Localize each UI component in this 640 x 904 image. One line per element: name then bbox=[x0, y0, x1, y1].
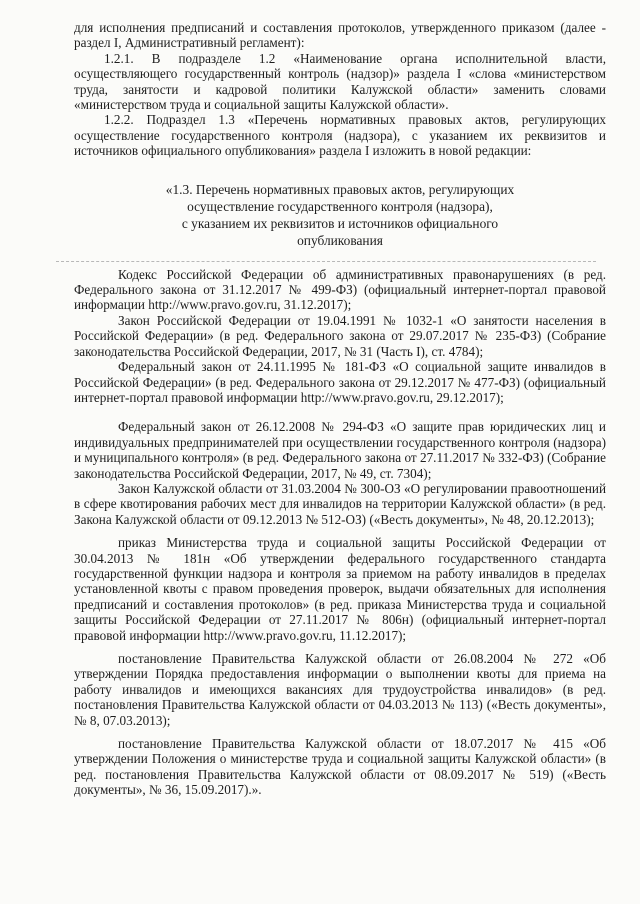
intro-paragraph: для исполнения предписаний и составления протоколов, утвержденного приказом (далее - раздел I, Административный регламент): bbox=[74, 20, 606, 51]
act-item: постановление Правительства Калужской области от 26.08.2004 № 272 «Об утверждении Порядка предоставления информации о выполнении квоты для приема на работу инвалидов и имеющихся вакансиях для трудоустройства инвалидов» (в ред. постановления Правительства Калужской области от 04.03.2013 № 113) («Весть документы», № 8, 07.03.2013); bbox=[74, 651, 606, 728]
acts-list bbox=[74, 267, 606, 798]
heading-line-2: осуществление государственного контроля (надзора), bbox=[187, 198, 493, 214]
paragraph-1-2-1: 1.2.1. В подразделе 1.2 «Наименование органа исполнительной власти, осуществляющего государственный контроль (надзор)» раздела I «слова «министерством труда, занятости и кадровой политики Калужской области» заменить словами «министерством труда и социальной защиты Калужской области». bbox=[74, 50, 606, 113]
act-item: Федеральный закон от 26.12.2008 № 294-ФЗ «О защите прав юридических лиц и индивидуальных предпринимателей при осуществлении государственного контроля (надзора) и муниципального контроля» (в ред. Федерального закона от 27.11.2017 № 332-ФЗ) (Собрание законодательства Российской Федерации, 2017, № 49, ст. 7304); bbox=[74, 419, 606, 481]
heading-line-4: опубликования bbox=[297, 232, 383, 248]
heading-line-3: с указанием их реквизитов и источников официального bbox=[181, 215, 499, 231]
act-item: Федеральный закон от 24.11.1995 № 181-ФЗ «О социальной защите инвалидов в Российской Федерации» (в ред. Федерального закона от 29.12.2017 № 477-ФЗ) (официальный интернет-портал правовой информации http://www.pravo.gov.ru, 29.12.2017); bbox=[74, 359, 606, 405]
act-item: приказ Министерства труда и социальной защиты Российской Федерации от 30.04.2013 № 181н «Об утверждении федерального государственного стандарта государственной функции надзора и контроля за приемом на работу инвалидов в пределах установленной квоты с правом проведения проверок, выдачи обязательных для исполнения предписаний и составления протоколов» (в ред. приказа Министерства труда и социальной защиты Российской Федерации от 27.11.2017 № 806н) (официальный интернет-портал правовой информации http://www.pravo.gov.ru, 11.12.2017); bbox=[74, 535, 606, 643]
scan-divider bbox=[56, 261, 596, 262]
act-item: Кодекс Российской Федерации об административных правонарушениях (в ред. Федерального закона от 31.12.2017 № 499-ФЗ) (официальный интернет-портал правовой информации http://www.pravo.gov.ru, 31.12.2017); bbox=[74, 266, 606, 313]
act-item: постановление Правительства Калужской области от 18.07.2017 № 415 «Об утверждении Положения о министерстве труда и социальной защиты Калужской области» (в ред. постановления Правительства Калужской области от 08.09.2017 № 519) («Весть документы», № 36, 15.09.2017).». bbox=[74, 736, 606, 798]
paragraph-1-2-2: 1.2.2. Подраздел 1.3 «Перечень нормативных правовых актов, регулирующих осуществление государственного контроля (надзора), с указанием их реквизитов и источников официального опубликования» раздела I изложить в новой редакции: bbox=[74, 112, 606, 159]
act-item: Закон Российской Федерации от 19.04.1991 № 1032-1 «О занятости населения в Российской Федерации» (в ред. Федерального закона от 29.07.2017 № 235-ФЗ) (Собрание законодательства Российской Федерации, 2017, № 31 (Часть I), ст. 4784); bbox=[74, 312, 606, 359]
act-item: Закон Калужской области от 31.03.2004 № 300-ОЗ «О регулировании правоотношений в сфере квотирования рабочих мест для инвалидов на территории Калужской области» (в ред. Закона Калужской области от 09.12.2013 № 512-ОЗ) («Весть документы», № 48, 20.12.2013); bbox=[74, 480, 606, 527]
section-heading bbox=[74, 181, 606, 249]
heading-line-1: «1.3. Перечень нормативных правовых актов, регулирующих bbox=[165, 181, 515, 197]
